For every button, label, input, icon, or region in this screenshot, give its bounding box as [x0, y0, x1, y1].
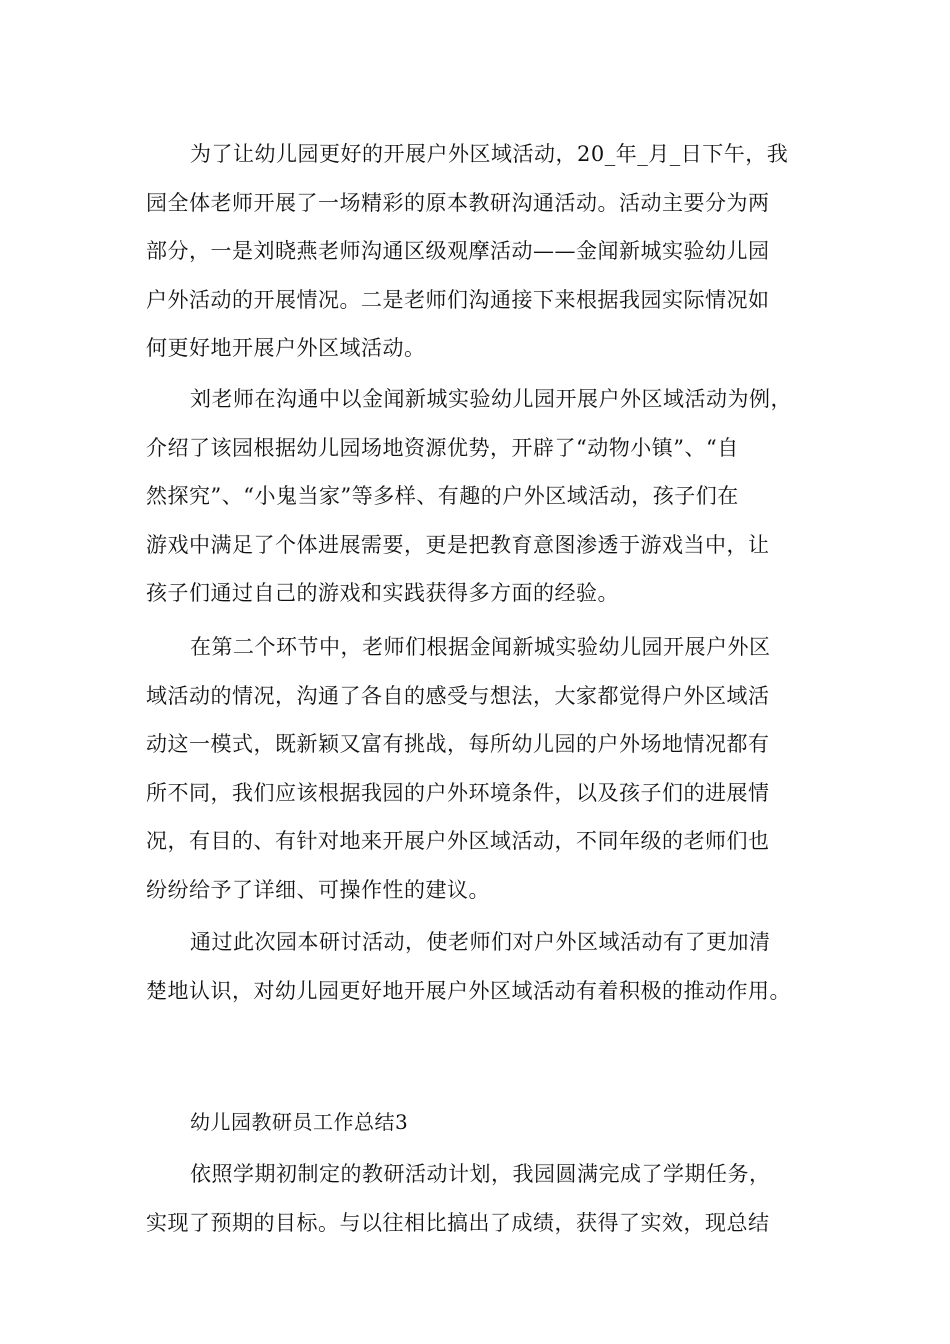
paragraph-line: 实现了预期的目标。与以往相比搞出了成绩，获得了实效，现总结: [146, 1210, 770, 1235]
paragraph-4: [146, 918, 806, 1015]
section-heading: 幼儿园教研员工作总结3: [190, 1110, 409, 1134]
paragraph-line: 依照学期初制定的教研活动计划，我园圆满完成了学期任务，: [190, 1162, 771, 1186]
paragraph-line: 动这一模式，既新颖又富有挑战，每所幼儿园的户外场地情况都有: [146, 732, 770, 756]
paragraph-line: 介绍了该园根据幼儿园场地资源优势，开辟了“动物小镇”、“自: [146, 435, 739, 460]
paragraph-line: 通过此次园本研讨活动，使老师们对户外区域活动有了更加清: [190, 930, 771, 954]
paragraph-line: 园全体老师开展了一场精彩的原本教研沟通活动。活动主要分为两: [146, 190, 770, 215]
paragraph-line: 孩子们通过自己的游戏和实践获得多方面的经验。: [146, 581, 619, 605]
paragraph-line: 纷纷给予了详细、可操作性的建议。: [146, 877, 490, 902]
paragraph-line: 况，有目的、有针对地来开展户外区域活动，不同年级的老师们也: [146, 829, 770, 853]
paragraph-line: 楚地认识，对幼儿园更好地开展户外区域活动有着积极的推动作用。: [146, 978, 791, 1003]
paragraph-2: [146, 375, 806, 618]
paragraph-line: 游戏中满足了个体进展需要，更是把教育意图渗透于游戏当中，让: [146, 532, 770, 557]
paragraph-line: 域活动的情况，沟通了各自的感受与想法，大家都觉得户外区域活: [146, 683, 770, 708]
paragraph-line: 所不同，我们应该根据我园的户外环境条件，以及孩子们的进展情: [146, 780, 770, 805]
paragraph-line: 在第二个环节中，老师们根据金闻新城实验幼儿园开展户外区: [190, 635, 771, 659]
paragraph-line: 部分，一是刘晓燕老师沟通区级观摩活动——金闻新城实验幼儿园: [146, 239, 770, 263]
paragraph-3: [146, 623, 806, 914]
paragraph-1: [146, 130, 806, 373]
paragraph-line: 为了让幼儿园更好的开展户外区域活动，20_年_月_日下午，我: [190, 142, 789, 166]
paragraph-line: 何更好地开展户外区域活动。: [146, 336, 426, 360]
paragraph-line: 户外活动的开展情况。二是老师们沟通接下来根据我园实际情况如: [146, 287, 770, 312]
paragraph-line: 刘老师在沟通中以金闻新城实验幼儿园开展户外区域活动为例，: [190, 387, 792, 411]
paragraph-5: [146, 1150, 806, 1247]
paragraph-line: 然探究”、“小鬼当家”等多样、有趣的户外区域活动，孩子们在: [146, 484, 739, 508]
